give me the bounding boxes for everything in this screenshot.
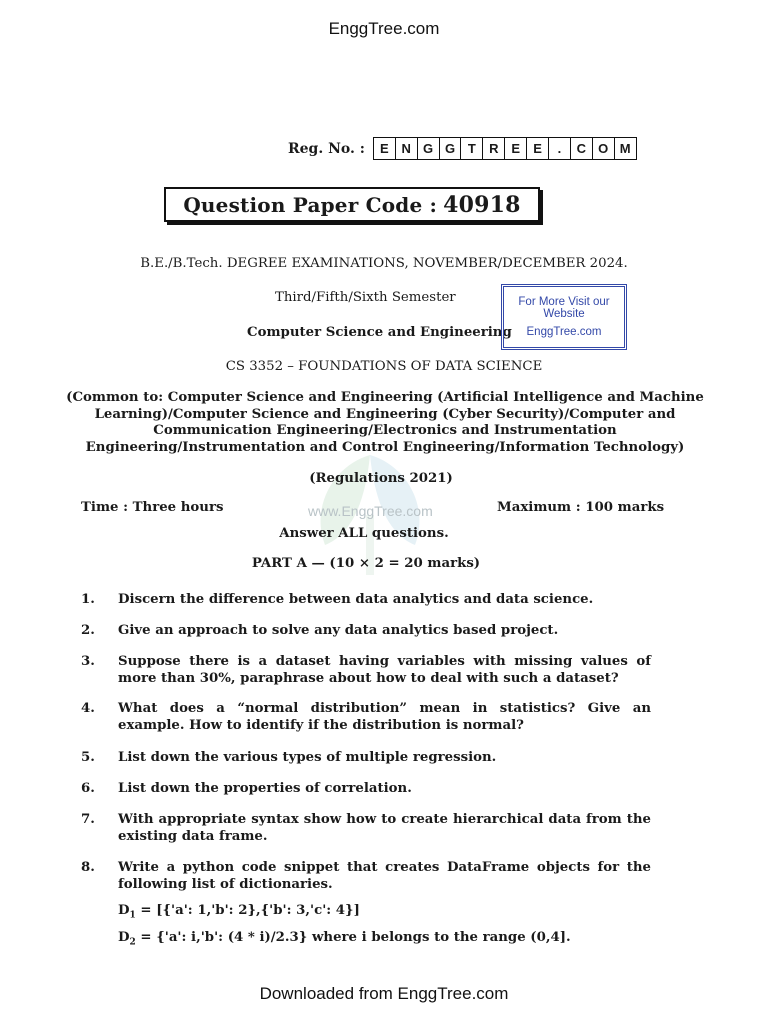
reg-box: E (527, 138, 549, 159)
reg-box: R (483, 138, 505, 159)
reg-box: E (505, 138, 527, 159)
reg-box: M (619, 141, 631, 156)
question-paper-code-number: 40918 (443, 191, 521, 218)
reg-box: O (593, 138, 615, 159)
question-number: 2. (81, 623, 95, 638)
question-6 (81, 781, 651, 798)
reg-number-boxes (373, 137, 637, 160)
question-text: Discern the difference between data analytics and data science. (118, 592, 594, 607)
common-to-text: (Common to: Computer Science and Engineering (Artificial Intelligence and Machine Learning)/Computer Science and Engineering (Cyber Security)/Computer and Communication Engineering/Electronics and Instrumentation Engineering/Instrumentation and Control Engineering/Information Technology) (66, 390, 704, 455)
question-text: With appropriate syntax show how to create hierarchical data from the existing data frame. (118, 812, 651, 844)
watermark-text: www.EnggTree.com (308, 503, 433, 519)
website-stamp (501, 284, 627, 350)
question-2 (81, 623, 651, 640)
question-text: Give an approach to solve any data analytics based project. (118, 623, 559, 638)
d1-expression: = [{'a': 1,'b': 2},{'b': 3,'c': 4}] (135, 903, 360, 918)
reg-box: C (571, 138, 593, 159)
question-4 (81, 701, 651, 734)
reg-box: G (440, 138, 462, 159)
stamp-line-1: For More Visit our Website (518, 296, 610, 320)
question-number: 4. (81, 701, 95, 716)
question-number: 6. (81, 781, 95, 796)
d1-var: D (118, 903, 130, 918)
d2-var: D (118, 930, 130, 945)
regulations: (Regulations 2021) (309, 471, 453, 486)
question-text: List down the properties of correlation. (118, 781, 412, 796)
question-3 (81, 654, 651, 687)
site-header: EnggTree.com (328, 19, 440, 38)
question-8 (81, 860, 651, 893)
question-number: 1. (81, 592, 95, 607)
exam-title: B.E./B.Tech. DEGREE EXAMINATIONS, NOVEMBER/DECEMBER 2024. (140, 256, 628, 271)
d2-subscript: 2 (129, 937, 136, 948)
max-marks-text: Maximum : 100 marks (497, 500, 665, 515)
d1-subscript: 1 (129, 910, 136, 921)
d2-expression: = {'a': i,'b': (4 * i)/2.3} where i belongs to the range (0,4]. (135, 930, 571, 945)
question-text: What does a “normal distribution” mean in statistics? Give an example. How to identify if the distribution is normal? (118, 701, 651, 733)
question-5 (81, 750, 651, 767)
part-a-heading: PART A — (10 × 2 = 20 marks) (251, 556, 481, 571)
semester: Third/Fifth/Sixth Semester (275, 290, 456, 305)
question-paper-code-box (164, 187, 540, 222)
question-text: Suppose there is a dataset having variables with missing values of more than 30%, paraphrase about how to deal with such a dataset? (118, 654, 651, 686)
course-title: CS 3352 – FOUNDATIONS OF DATA SCIENCE (225, 359, 543, 374)
question-text: Write a python code snippet that creates DataFrame objects for the following list of dictionaries. (118, 860, 651, 892)
question-paper-code-label: Question Paper Code : (183, 192, 438, 217)
question-number: 8. (81, 860, 95, 875)
reg-box: . (549, 138, 571, 159)
question-text: List down the various types of multiple regression. (118, 750, 497, 765)
reg-box: T (461, 138, 483, 159)
stamp-line-2: EnggTree.com (526, 326, 602, 338)
q8-d2 (118, 930, 571, 948)
question-1 (81, 592, 651, 609)
q8-d1 (118, 903, 360, 921)
department: Computer Science and Engineering (247, 325, 512, 340)
question-number: 5. (81, 750, 95, 765)
time-text: Time : Three hours (81, 500, 224, 515)
reg-box: E (374, 138, 396, 159)
question-7 (81, 812, 651, 845)
question-number: 3. (81, 654, 95, 669)
reg-box: G (418, 138, 440, 159)
reg-number-row (288, 137, 637, 160)
question-number: 7. (81, 812, 95, 827)
reg-box: N (396, 138, 418, 159)
instructions: Answer ALL questions. (279, 526, 449, 541)
site-footer: Downloaded from EnggTree.com (259, 984, 509, 1003)
reg-number-label: Reg. No. : (288, 140, 365, 157)
